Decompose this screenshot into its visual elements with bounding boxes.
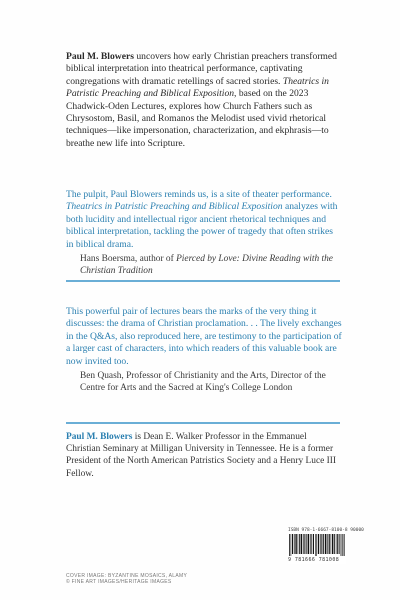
endorsement-1-quote [66,189,342,251]
book-title: Theatrics in Patristic Preaching and Biblical Exposition [66,75,329,100]
endorsement-1 [66,189,342,277]
endorsement-2 [66,306,342,394]
bio-author-name: Paul M. Blowers [66,432,133,442]
endorsement-1-attribution [66,253,342,277]
credit-line-2: © FINE ART IMAGES/HERITAGE IMAGES [66,579,172,586]
barcode-number: 9 781666 781008 [288,557,340,563]
barcode-icon [288,534,346,556]
author-name: Paul M. Blowers [66,51,134,62]
isbn-barcode [288,528,364,564]
endorsement-2-attribution: Ben Quash, Professor of Christianity and the Arts, Director of the Centre for Arts and the Sacred at King's College London [80,371,326,394]
divider-2 [66,422,340,424]
divider-1 [66,280,340,282]
description-text-1: uncovers how early Christian preachers transformed biblical interpretation into theatrical performance, captivating congregations with dramatic retellings of sacred stories. [66,51,337,87]
bio-text: is Dean E. Walker Professor in the Emmanuel Christian Seminary at Milligan University in Tennessee. He is a former President of the North American Patristics Society and a Henry Luce III Fellow. [66,432,336,479]
endorsement-1-text-1: The pulpit, Paul Blowers reminds us, is a site of theater performance. [66,189,332,200]
cover-credits [66,573,266,586]
description-text-2: , based on the 2023 Chadwick-Oden Lectures, explores how Church Fathers such as Chrysostom, Basil, and Romanos the Melodist used vivid rhetorical techniques—like impersonation, characterization, and ekphrasis—to breathe new life into Scripture. [66,88,329,149]
attribution-1-prefix: Hans Boersma, author of [80,254,177,265]
book-description [66,51,342,150]
author-bio [66,431,342,480]
credit-line-1: COVER IMAGE: BYZANTINE MOSAICS, ALAMY [66,573,188,579]
endorsement-1-book-title: Theatrics in Patristic Preaching and Biblical Exposition [66,201,283,213]
attribution-1-title: Pierced by Love: Divine Reading with the Christian Tradition [80,254,333,277]
endorsement-1-text-2: analyzes with both lucidity and intellectual rigor ancient rhetorical techniques and biblical interpretation, tackling the power of tragedy that often strikes in biblical drama. [66,201,338,250]
endorsement-2-quote: This powerful pair of lectures bears the marks of the very thing it discusses: the drama of Christian proclamation. . . The lively exchanges in the Q&As, also reproduced here, are testimony to the participation of a larger cast of characters, into which readers of this valuable book are now invited too. [66,306,342,367]
barcode-top-text: ISBN 978-1-6667-8100-8 90000 [288,528,364,533]
